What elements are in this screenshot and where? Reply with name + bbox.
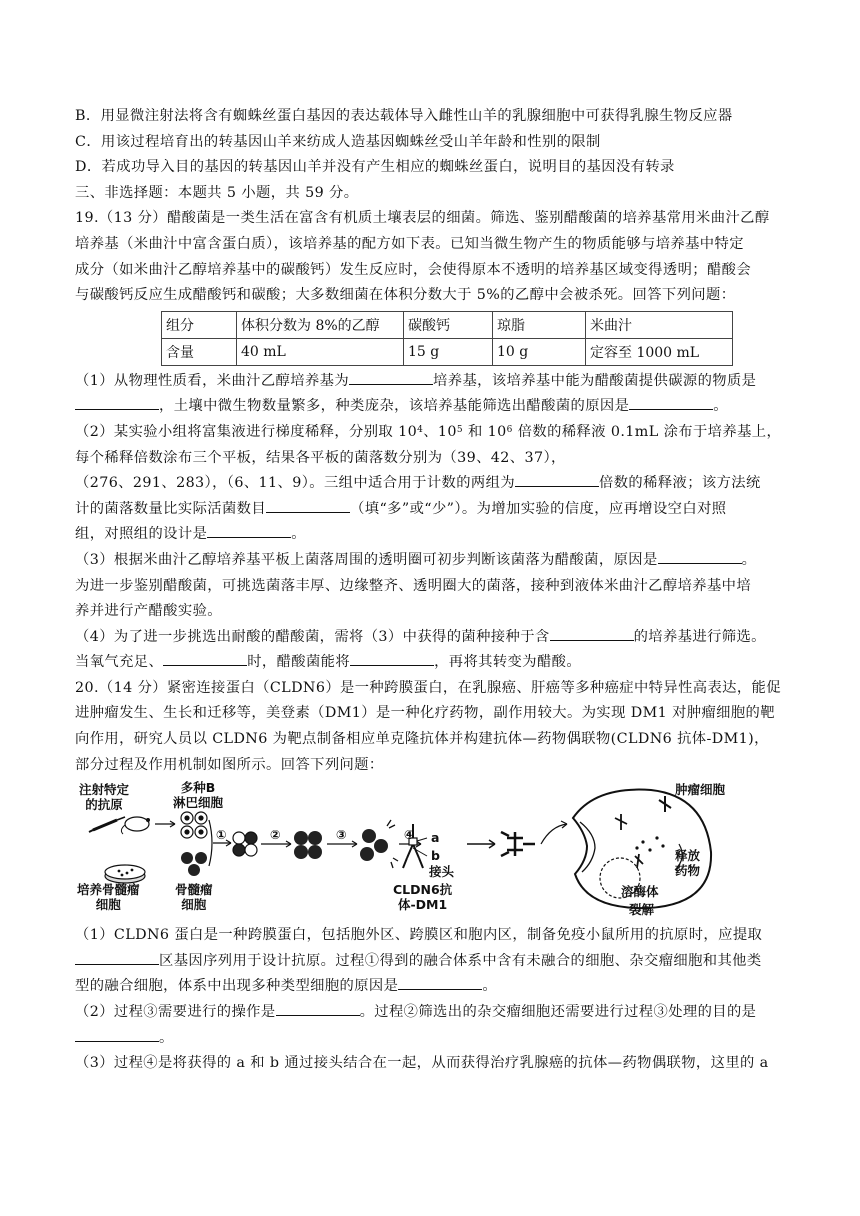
exponent: 6 — [506, 424, 513, 435]
q20-part2 — [75, 1000, 795, 1026]
exponent: 5 — [456, 424, 464, 435]
q20-part1-cont — [75, 974, 795, 1000]
answer-blank[interactable] — [550, 625, 634, 641]
tumor-cell-label: 肿瘤细胞 — [675, 782, 726, 798]
exam-page — [75, 104, 795, 1077]
q19-part3 — [75, 548, 795, 574]
q19-part3-cont: 为进一步鉴别醋酸菌，可挑选菌落丰厚、边缘整齐、透明圈大的菌落，接种到液体米曲汁乙醇培养基中培 — [75, 577, 752, 594]
answer-blank[interactable] — [658, 548, 742, 564]
text: 时，醋酸菌能将 — [247, 654, 351, 671]
option-b: B．用显微注射法将含有蜘蛛丝蛋白基因的表达载体导入雌性山羊的乳腺细胞中可获得乳腺生物反应器 — [75, 108, 733, 124]
q19-part1 — [75, 369, 795, 395]
answer-blank[interactable] — [276, 1000, 360, 1016]
syringe-icon — [89, 817, 125, 832]
text: 。 — [291, 526, 306, 543]
table-cell: 含量 — [162, 338, 237, 365]
answer-blank[interactable] — [349, 369, 433, 385]
text: 细胞 — [181, 897, 207, 913]
text: 骨髓瘤 — [175, 882, 213, 898]
text: 。 — [159, 1029, 174, 1046]
answer-blank[interactable] — [75, 949, 159, 965]
q20-part1-cont — [75, 949, 795, 975]
answer-blank[interactable] — [163, 650, 247, 666]
answer-blank[interactable] — [75, 1026, 159, 1042]
q19-part2-cont — [75, 497, 795, 523]
hybridoma-icon — [294, 831, 322, 859]
text: ，再将其转变为醋酸。 — [434, 654, 582, 671]
step-1-label: ① — [216, 827, 227, 843]
step-3-label: ③ — [336, 827, 347, 843]
text: 倍数的稀释液 0.1mL 涂布于培养基上， — [512, 423, 782, 440]
text: 。 — [741, 551, 757, 568]
table-cell: 米曲汁 — [586, 311, 733, 338]
q20-part2-cont — [75, 1026, 795, 1052]
q19-part2-cont — [75, 471, 795, 497]
b-lymphocyte-label — [173, 780, 223, 810]
table-cell: 琼脂 — [493, 311, 586, 338]
text: 。 — [713, 398, 728, 415]
text: 和 10 — [463, 423, 507, 440]
petri-dish-icon — [105, 865, 145, 883]
q19-part2-cont: 每个稀释倍数涂布三个平板，结果各平板的菌落数分别为（39、42、37）， — [75, 449, 566, 466]
label-a: a — [431, 830, 440, 846]
step-2-label: ② — [270, 827, 281, 843]
text: 药物 — [675, 863, 701, 879]
q19-part2 — [75, 420, 795, 446]
text: 培养基，该培养基中能为醋酸菌提供碳源的物质是 — [433, 372, 757, 389]
answer-blank[interactable] — [266, 497, 350, 513]
inject-antigen-label — [79, 782, 129, 812]
text: 、10 — [423, 423, 457, 440]
table-cell: 40 mL — [237, 338, 404, 365]
answer-blank[interactable] — [515, 471, 599, 487]
text: ，土壤中微生物数量繁多，种类庞杂，该培养基能筛选出醋酸菌的原因是 — [159, 398, 630, 415]
answer-blank[interactable] — [398, 974, 482, 990]
text: 区基因序列用于设计抗原。过程①得到的融合体系中含有未融合的细胞、杂交瘤细胞和其他类 — [159, 952, 762, 969]
mouse-icon — [121, 817, 150, 834]
text: 培养骨髓瘤 — [77, 882, 140, 898]
q19-intro-line: 培养基（米曲汁中富含蛋白质），该培养基的配方如下表。已知当微生物产生的物质能够与培养基中特定 — [75, 235, 744, 252]
antibody-secretion-icon — [360, 829, 388, 861]
section-heading: 三、非选择题：本题共 5 小题，共 59 分。 — [75, 184, 359, 201]
q20-intro-line: 20.（14 分）紧密连接蛋白（CLDN6）是一种跨膜蛋白，在乳腺癌、肝癌等多种癌症中特异性高表达，能促 — [75, 679, 781, 696]
text: 体-DM1 — [397, 897, 448, 913]
label-b: b — [431, 848, 440, 864]
burst-label: 裂解 — [629, 902, 655, 918]
exponent: 4 — [417, 424, 424, 435]
q19-part1-cont — [75, 394, 795, 420]
myeloma-cell-icons — [181, 852, 207, 876]
q20-intro-line: 部分过程及作用机制如图所示。回答下列问题： — [75, 756, 384, 773]
q19-part2-cont — [75, 522, 795, 548]
text: （2）某实验小组将富集液进行梯度稀释，分别取 10 — [75, 423, 418, 440]
culture-myeloma-label — [77, 882, 140, 912]
text: 当氧气充足、 — [75, 654, 164, 671]
linker-label: 接头 — [429, 864, 455, 880]
b-lymphocyte-icons — [181, 812, 207, 838]
answer-blank[interactable] — [75, 394, 159, 410]
table-cell: 10 g — [493, 338, 586, 365]
lysosome-label: 溶酶体 — [621, 884, 659, 900]
medium-recipe-table — [161, 311, 733, 366]
option-d: D．若成功导入目的基因的转基因山羊并没有产生相应的蜘蛛丝蛋白，说明目的基因没有转录 — [75, 159, 675, 176]
text: 。过程②筛选出的杂交瘤细胞还需要进行过程③处理的目的是 — [359, 1004, 757, 1021]
q19-intro-line: 与碳酸钙反应生成醋酸钙和碳酸；大多数细菌在体积分数大于 5%的乙醇中会被杀死。回答下列问题： — [75, 287, 736, 304]
text: 多种B — [180, 780, 216, 796]
answer-blank[interactable] — [350, 650, 434, 666]
q20-part3: （3）过程④是将获得的 a 和 b 通过接头结合在一起，从而获得治疗乳腺癌的抗体—药物偶联物，这里的 a — [75, 1055, 769, 1072]
table-row — [162, 311, 733, 338]
q19-intro-line: 成分（如米曲汁乙醇培养基中的碳酸钙）发生反应时，会使得原本不透明的培养基区域变得透明；醋酸会 — [75, 261, 752, 278]
answer-blank[interactable] — [629, 394, 713, 410]
q19-part4-cont — [75, 650, 795, 676]
release-drug-label — [675, 848, 700, 878]
table-cell: 定容至 1000 mL — [586, 338, 733, 365]
text: （276、291、283），（6、11、9）。三组中适合用于计数的两组为 — [75, 475, 516, 492]
text: 倍数的稀释液；该方法统 — [599, 475, 761, 492]
receptor-binding-icon — [501, 832, 535, 856]
text: 注射特定 — [79, 782, 130, 798]
text: 细胞 — [95, 897, 121, 913]
fused-cells-icon — [233, 832, 257, 856]
text: （3）根据米曲汁乙醇培养基平板上菌落周围的透明圈可初步判断该菌落为醋酸菌，原因是 — [75, 551, 658, 568]
option-c: C．用该过程培育出的转基因山羊来纺成人造基因蜘蛛丝受山羊年龄和性别的限制 — [75, 133, 601, 150]
text: 。 — [482, 978, 498, 995]
text: 的抗原 — [85, 797, 123, 813]
step-4-label: ④ — [404, 827, 415, 843]
adc-process-diagram — [75, 778, 795, 923]
text: 型的融合细胞，体系中出现多种类型细胞的原因是 — [75, 978, 399, 995]
q19-part3-cont: 养并进行产醋酸实验。 — [75, 603, 222, 620]
text: 释放 — [675, 848, 701, 864]
text: 组，对照组的设计是 — [75, 526, 208, 543]
text: 计的菌落数量比实际活菌数目 — [75, 500, 267, 517]
text: （填“多”或“少”）。为增加实验的信度，应再增设空白对照 — [350, 500, 727, 517]
table-row — [162, 338, 733, 365]
q19-intro-line: 19.（13 分）醋酸菌是一类生活在富含有机质土壤表层的细菌。筛选、鉴别醋酸菌的培养基常用米曲汁乙醇 — [75, 210, 770, 227]
text: （2）过程③需要进行的操作是 — [75, 1004, 276, 1021]
q19-part4 — [75, 625, 795, 651]
q20-intro-line: 进肿瘤发生、生长和迁移等，美登素（DM1）是一种化疗药物，副作用较大。为实现 DM1 对肿瘤细胞的靶 — [75, 705, 775, 722]
text: 淋巴细胞 — [173, 795, 224, 811]
q20-part1: （1）CLDN6 蛋白是一种跨膜蛋白，包括胞外区、跨膜区和胞内区，制备免疫小鼠所用的抗原时，应提取 — [75, 927, 763, 944]
myeloma-label — [175, 882, 213, 912]
text: （4）为了进一步挑选出耐酸的醋酸菌，需将（3）中获得的菌种接种于含 — [75, 628, 550, 645]
answer-blank[interactable] — [207, 522, 291, 538]
table-cell: 15 g — [404, 338, 493, 365]
q20-intro-line: 向作用，研究人员以 CLDN6 为靶点制备相应单克隆抗体并构建抗体—药物偶联物(CLDN6 抗体-DM1)， — [75, 731, 769, 748]
text: （1）从物理性质看，米曲汁乙醇培养基为 — [75, 372, 350, 389]
text: 的培养基进行筛选。 — [633, 628, 766, 645]
table-cell: 组分 — [162, 311, 237, 338]
table-cell: 体积分数为 8%的乙醇 — [237, 311, 404, 338]
text: CLDN6抗 — [393, 882, 453, 898]
adc-label — [393, 882, 452, 912]
table-cell: 碳酸钙 — [404, 311, 493, 338]
